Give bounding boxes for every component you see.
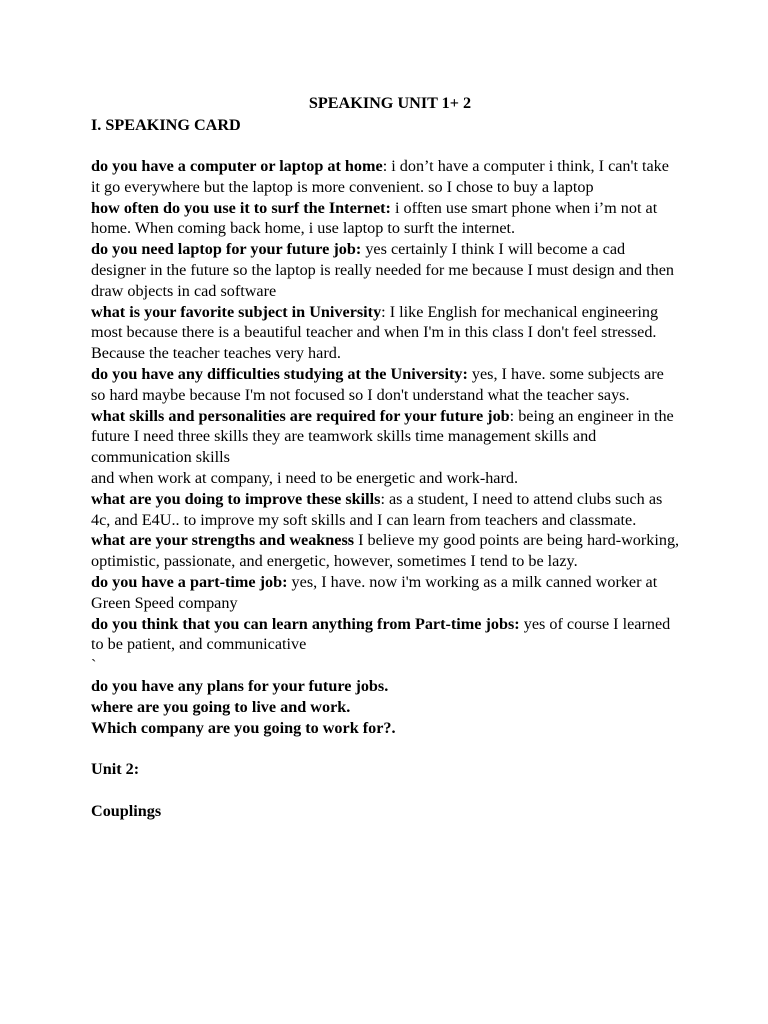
answer: yes, I have. now i'm working as a milk canned worker at Green Speed company <box>91 572 658 612</box>
question: do you need laptop for your future job: <box>91 240 362 259</box>
question: do you think that you can learn anything from Part-time jobs: <box>91 614 520 633</box>
spacer <box>91 738 681 759</box>
page-title: SPEAKING UNIT 1+ 2 <box>308 94 472 112</box>
spacer <box>91 780 681 801</box>
section-heading: I. SPEAKING CARD <box>91 116 241 134</box>
question: do you have a part-time job: <box>91 572 288 591</box>
question: do you have any difficulties studying at the University: <box>91 364 468 383</box>
question: what are your strengths and weakness <box>91 531 355 550</box>
question: do you have a computer or laptop at home <box>91 157 383 175</box>
qa-item <box>91 302 681 364</box>
answer: : being an engineer in the future I need three skills they are teamwork skills time management skills and communication skills <box>91 406 674 467</box>
stray-backtick: ` <box>91 656 97 675</box>
open-question: Which company are you going to work for?. <box>91 718 396 737</box>
answer: : as a student, I need to attend clubs such as 4c, and E4U.. to improve my soft skills and I can learn from teachers and classmate. <box>91 489 663 529</box>
open-question: do you have any plans for your future jobs. <box>91 676 389 695</box>
qa-item <box>91 156 681 198</box>
open-questions <box>91 676 681 738</box>
qa-item <box>91 489 681 531</box>
unit2-heading: Unit 2: <box>91 760 140 779</box>
qa-item <box>91 239 681 301</box>
answer: I believe my good points are being hard-working, optimistic, passionate, and energetic, however, sometimes I tend to be lazy. <box>91 531 680 571</box>
qa-item <box>91 406 681 468</box>
qa-list <box>91 156 681 655</box>
qa-item <box>91 572 681 614</box>
qa-item <box>91 614 681 656</box>
answer: yes, I have. some subjects are so hard maybe because I'm not focused so I don't understand what the teacher says. <box>91 364 664 404</box>
couplings-heading: Couplings <box>91 801 162 820</box>
qa-item <box>91 198 681 240</box>
open-question: where are you going to live and work. <box>91 697 351 716</box>
answer: : i don’t have a computer i think, I can't take it go everywhere but the laptop is more convenient. so I chose to buy a laptop <box>91 157 669 196</box>
answer: i offten use smart phone when i’m not at home. When coming back home, i use laptop to surft the internet. <box>91 198 658 238</box>
answer: yes certainly I think I will become a cad designer in the future so the laptop is really needed for me because I must design and then draw objects in cad software <box>91 240 675 300</box>
question: what is your favorite subject in University <box>91 302 382 321</box>
continuation-line: and when work at company, i need to be energetic and work-hard. <box>91 468 519 487</box>
question: how often do you use it to surf the Internet: <box>91 198 391 217</box>
question: what are you doing to improve these skills <box>91 489 381 508</box>
qa-item <box>91 364 681 406</box>
qa-item <box>91 530 681 572</box>
answer: yes of course I learned to be patient, and communicative <box>91 614 671 654</box>
answer: : I like English for mechanical engineering most because there is a beautiful teacher and when I'm in this class I don't feel stressed. Because the teacher teaches very hard. <box>91 302 659 363</box>
page-content <box>91 92 681 822</box>
question: what skills and personalities are required for your future job <box>91 406 510 425</box>
